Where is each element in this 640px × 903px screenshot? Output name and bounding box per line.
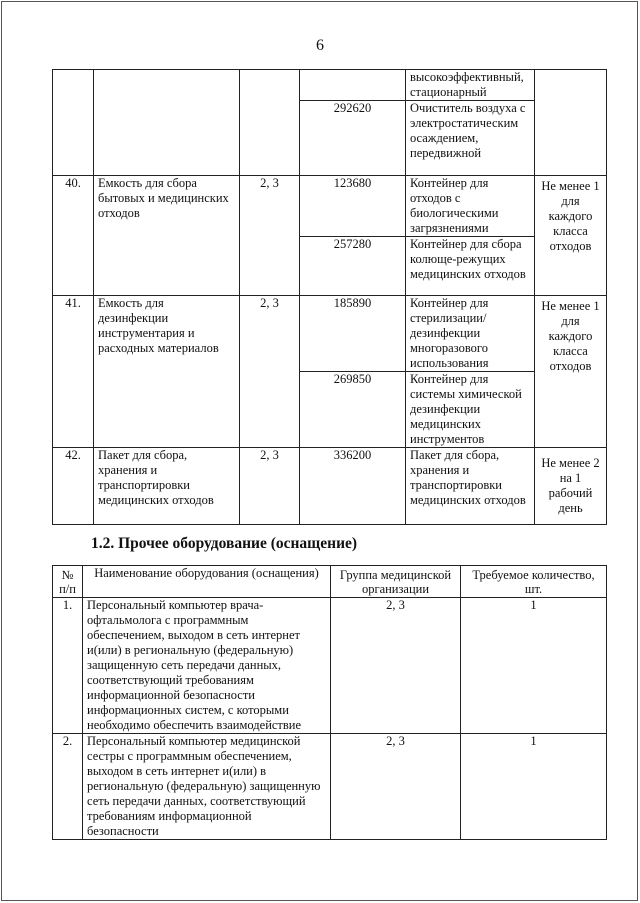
equipment-name: Емкость для дезинфекции инструментария и расходных материалов [94, 296, 240, 448]
equipment-name [94, 70, 240, 176]
equipment-name: Персональный компьютер врача-офтальмолога с программным обеспечением, выходом в сеть интернет и(или) в региональную (федеральную) защищенную сеть передачи данных, соответствующий требованиям информационной безопасности информационных систем, с которыми необходимо обеспечить взаимодействие [83, 598, 331, 734]
org-group: 2, 3 [331, 598, 461, 734]
header-qty: Требуемое количество, шт. [461, 566, 607, 598]
org-group: 2, 3 [240, 176, 300, 296]
row-number: 40. [53, 176, 94, 296]
table-row [53, 598, 607, 734]
quantity: Не менее 1 для каждого класса отходов [535, 296, 607, 448]
kind-code: 257280 [300, 237, 406, 296]
kind-name: Контейнер для отходов с биологическими загрязнениями [406, 176, 535, 237]
kind-code: 269850 [300, 372, 406, 448]
kind-name: Контейнер для стерилизации/ дезинфекции многоразового использования [406, 296, 535, 372]
row-number: 1. [53, 598, 83, 734]
kind-name: Очиститель воздуха с электростатическим осаждением, передвижной [406, 101, 535, 176]
equipment-name: Персональный компьютер медицинской сестры с программным обеспечением, выходом в сеть интернет и(или) в региональную (федеральную) защищенную сеть передачи данных, соответствующий требованиям информационной безопасности [83, 734, 331, 840]
quantity [535, 70, 607, 176]
org-group: 2, 3 [240, 296, 300, 448]
row-number: 2. [53, 734, 83, 840]
row-number: 42. [53, 448, 94, 525]
section-title: 1.2. Прочее оборудование (оснащение) [91, 535, 358, 552]
kind-code: 123680 [300, 176, 406, 237]
table-row [53, 448, 607, 525]
kind-code: 185890 [300, 296, 406, 372]
quantity: Не менее 1 для каждого класса отходов [535, 176, 607, 296]
equipment-name: Емкость для сбора бытовых и медицинских отходов [94, 176, 240, 296]
table-row [53, 734, 607, 840]
org-group: 2, 3 [331, 734, 461, 840]
quantity: 1 [461, 734, 607, 840]
kind-name: Пакет для сбора, хранения и транспортировки медицинских отходов [406, 448, 535, 525]
row-number [53, 70, 94, 176]
equipment-name: Пакет для сбора, хранения и транспортировки медицинских отходов [94, 448, 240, 525]
kind-name: высокоэффективный, стационарный [406, 70, 535, 101]
kind-name: Контейнер для сбора колюще-режущих медицинских отходов [406, 237, 535, 296]
table-header-row [53, 566, 607, 598]
page-number: 6 [316, 37, 324, 54]
header-name: Наименование оборудования (оснащения) [83, 566, 331, 598]
equipment-table [52, 69, 607, 525]
quantity: 1 [461, 598, 607, 734]
kind-name: Контейнер для системы химической дезинфекции медицинских инструментов [406, 372, 535, 448]
kind-code: 292620 [300, 101, 406, 176]
table-row [53, 176, 607, 237]
kind-code: 336200 [300, 448, 406, 525]
kind-code [300, 70, 406, 101]
row-number: 41. [53, 296, 94, 448]
header-group: Группа медицинской организации [331, 566, 461, 598]
quantity: Не менее 2 на 1 рабочий день [535, 448, 607, 525]
header-num: № п/п [53, 566, 83, 598]
table-row [53, 70, 607, 101]
other-equipment-table [52, 565, 607, 840]
org-group [240, 70, 300, 176]
table-row [53, 296, 607, 372]
org-group: 2, 3 [240, 448, 300, 525]
